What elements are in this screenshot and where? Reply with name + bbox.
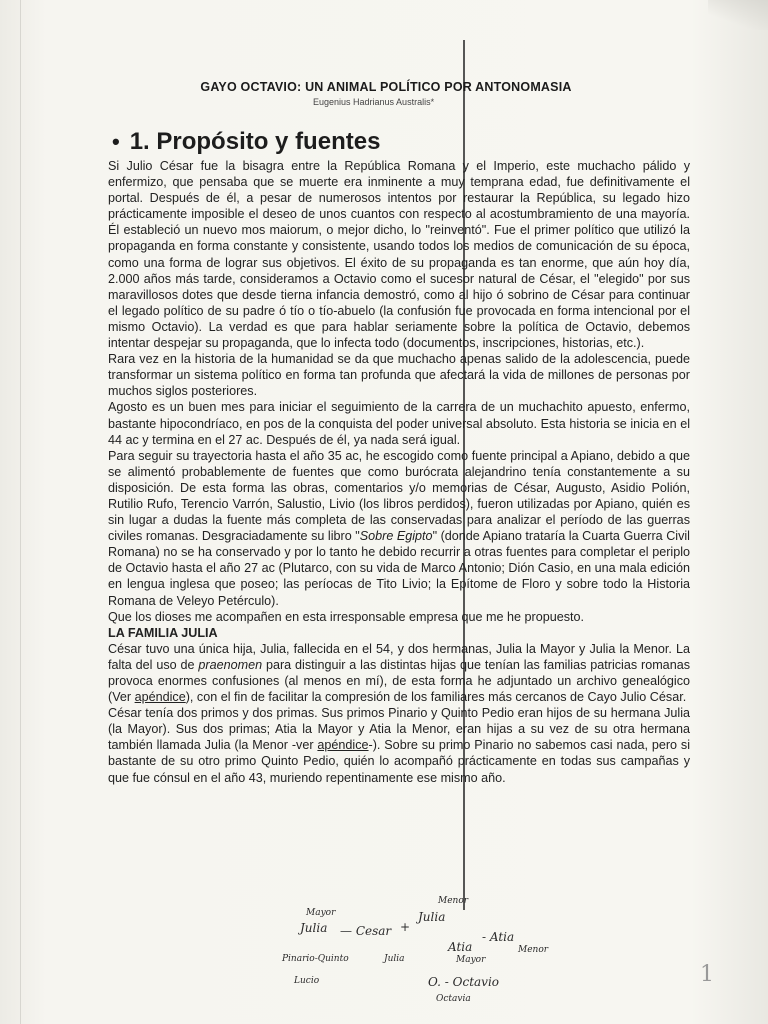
paragraph-5: Que los dioses me acompañen en esta irresponsable empresa que me he propuesto. (108, 609, 585, 624)
paragraph-4 (108, 448, 690, 609)
appendix-link[interactable]: apéndice (134, 690, 186, 705)
handwritten-menor: Menor (438, 896, 469, 906)
handwritten-pinario-quinto: Pinario-Quinto (282, 954, 349, 964)
handwritten-mayor: Mayor (306, 908, 336, 918)
handwritten-mayor-2: Mayor (456, 955, 486, 965)
appendix-link-2[interactable]: apéndice (317, 738, 369, 753)
paragraph-4-text-a: Para seguir su trayectoria hasta el año 35 ac, he escogido como fuente principal a Apiano, debido a que se alimentó probablemente de fuentes que como burócrata alejandrino tenía constantemente a su disposición. De esta forma las obras, comentarios y/o memorias de César, Augusto, Asidio Polión, Rutilio Rufo, Terencio Varrón, Salustio, Livio (los libros perdidos), fueron utilizadas por Apiano, quién es sin lugar a dudas la fuente más completa de las conservadas para analizar el período de las guerras civiles romanas. Desgraciadamente su libro " (108, 448, 690, 544)
handwritten-cesar: — Cesar (340, 924, 392, 938)
document-body (108, 158, 690, 786)
paragraph-7-text-a: César tenía dos primos y dos primas. Sus primos Pinario y Quinto Pedio eran hijos de su hermana Julia (la Mayor). Sus dos primas; Atia la Mayor y Atia la Menor, eran hijas a su vez de su otra hermana también llamada Julia (la Menor -ver (108, 706, 690, 753)
paragraph-7-text-b: -). Sobre su primo Pinario no sabemos casi nada, pero si bastante de su otro primo Quinto Pedio, quién lo acompañó prácticamente en todas sus campañas y que fue cónsul en el año 43, muriendo repentinamente ese mismo año. (108, 738, 691, 785)
paragraph-6 (108, 641, 690, 705)
paragraph-3: Agosto es un buen mes para iniciar el seguimiento de la carrera de un muchachito apuesto, enfermo, bastante hipocondríaco, en pos de la conquista del poder universal absoluto. Esta historia se inicia en el 44 ac y termina en el 27 ac. Después de él, ya nada será igual. (108, 400, 690, 447)
handwritten-julia-2: Julia (418, 910, 446, 924)
handwritten-lucio: Lucio (294, 976, 320, 986)
section-familia-julia: LA FAMILIA JULIA (108, 625, 218, 640)
handwritten-menor-2: Menor (518, 945, 549, 955)
paragraph-6-text-c: ), con el fin de facilitar la compresión de los familiares más cercanos de Cayo Julio César. (185, 690, 687, 705)
paragraph-7 (108, 705, 690, 785)
handwritten-atia-menor: - Atia (482, 930, 515, 944)
handwritten-atia-mayor: Atia (448, 940, 473, 954)
author-name: Eugenius Hadrianus Australis* (313, 97, 435, 107)
margin-shadow (20, 0, 21, 1024)
paragraph-1: Si Julio César fue la bisagra entre la República Romana y el Imperio, este muchacho pálido y enfermizo, que pensaba que se muerte era inminente a muy temprana edad, fue definitivamente el portal. Después de él, a pesar de numerosos intentos por restaurar la República, su legado hizo prácticamente imposible el deseo de unos cuantos con respecto al acostumbramiento de una mayoría. Él estableció un nuevo mos maiorum, o mejor dicho, lo "reinventó". Fue el primer político que utilizó la propaganda en forma constante y consistente, usando todos los medios de comunicación de su época, como una forma de lograr sus objetivos. El éxito de su propaganda es tan enorme, que aún hoy día, 2.000 años más tarde, consideramos a Octavio como el sucesor natural de César, el "elegido" por sus maravillosos dotes que desde tierna infancia demostró, como al hijo ó sobrino de César para continuar el legado político de su padre ó tío o tío-abuelo (la confusión fue provocada en forma intencional por el mismo Octavio). La verdad es que para hablar seriamente sobre la política de Octavio, debemos intentar despejar su propaganda, que lo infecta todo (documentos, inscripciones, historias, etc.). (108, 159, 690, 351)
handwritten-julia-3: Julia (384, 954, 405, 964)
paragraph-4-text-b: " (donde Apiano trataría la Cuarta Guerra Civil Romana) no se ha conservado y por lo tanto he debido recurrir a otras fuentes para completar el periplo de Octavio hasta el año 27 ac (Plutarco, con su vida de Marco Antonio; Dión Casio, en una mala edición en lengua inglesa que poseo; las períocas de Tito Livio; la Epítome de Floro y sobre todo la Historia Romana de Veleyo Petérculo). (108, 529, 690, 608)
book-title: Sobre Egipto (359, 529, 433, 544)
document-title: GAYO OCTAVIO: UN ANIMAL POLÍTICO POR ANTONOMASIA (200, 80, 572, 94)
paragraph-6-text-a: César tuvo una única hija, Julia, fallecida en el 54, y dos hermanas, Julia la Mayor y Julia la Menor. La falta del uso de (108, 641, 690, 672)
paragraph-6-text-b: para distinguir a las distintas hijas que tenían las familias patricias romanas provoca enormes confusiones (al menos en mí), de esta forma he adjuntado un archivo genealógico (Ver (108, 657, 690, 705)
handwritten-octavio: O. - Octavio (428, 975, 500, 989)
page-number-mark: 1 (700, 962, 714, 987)
section-heading-text: 1. Propósito y fuentes (129, 128, 381, 155)
handwritten-octavia: Octavia (436, 994, 471, 1004)
praenomen-term: praenomen (198, 657, 263, 672)
section-heading (112, 128, 380, 156)
paragraph-2: Rara vez en la historia de la humanidad se da que muchacho apenas salido de la adolescencia, puede transformar un sistema político en forma tan profunda que afectará la vida de millones de personas por muchos siglos posteriores. (108, 352, 690, 399)
handwritten-julia-1: Julia (300, 921, 328, 935)
bullet-icon: • (112, 129, 120, 154)
handwritten-plus: + (400, 920, 411, 934)
page-corner-fold (708, 0, 768, 30)
